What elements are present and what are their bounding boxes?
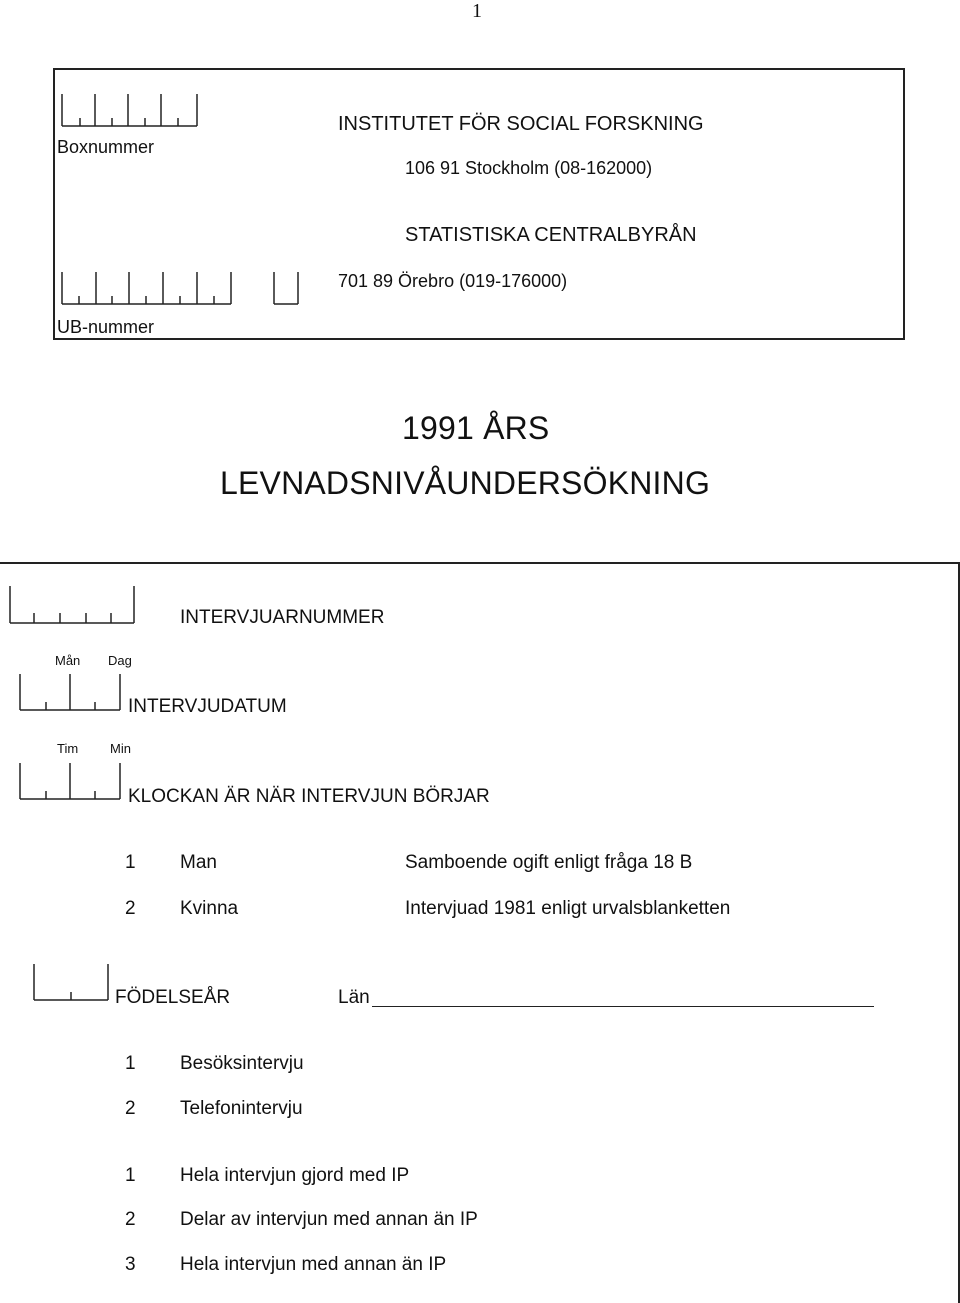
ub-nummer-label: UB-nummer (57, 317, 155, 337)
option-code: 1 (125, 852, 136, 873)
note-samboende[interactable]: Samboende ogift enligt fråga 18 B (405, 852, 693, 873)
county-label: Län (338, 987, 370, 1008)
option-code: 2 (125, 1209, 136, 1230)
option-delar-annan[interactable]: Delar av intervjun med annan än IP (180, 1209, 478, 1230)
page-number: 1 (472, 0, 482, 22)
survey-title-year: 1991 ÅRS (402, 410, 550, 446)
note-intervjuad-1981[interactable]: Intervjuad 1981 enligt urvalsblanketten (405, 898, 731, 919)
start-time-field[interactable] (18, 763, 128, 803)
option-besoksintervju[interactable]: Besöksintervju (180, 1053, 304, 1074)
interview-date-label: INTERVJUDATUM (128, 696, 287, 717)
month-sublabel: Mån (55, 653, 81, 668)
scb-name: STATISTISKA CENTRALBYRÅN (405, 224, 697, 246)
institute-address: 106 91 Stockholm (08-162000) (405, 158, 653, 178)
form-box (0, 562, 960, 1303)
option-hela-annan[interactable]: Hela intervjun med annan än IP (180, 1254, 447, 1275)
interviewer-number-label: INTERVJUARNUMMER (180, 607, 385, 628)
hour-sublabel: Tim (57, 741, 79, 756)
survey-title: LEVNADSNIVÅUNDERSÖKNING (220, 465, 711, 501)
option-hela-ip[interactable]: Hela intervjun gjord med IP (180, 1165, 410, 1186)
day-sublabel: Dag (108, 653, 132, 668)
birth-year-label: FÖDELSEÅR (115, 987, 231, 1008)
birth-year-field[interactable] (32, 964, 112, 1004)
option-code: 1 (125, 1165, 136, 1186)
institute-name: INSTITUTET FÖR SOCIAL FORSKNING (338, 113, 704, 135)
interviewer-number-field[interactable] (8, 586, 138, 626)
option-code: 2 (125, 898, 136, 919)
option-code: 2 (125, 1098, 136, 1119)
minute-sublabel: Min (110, 741, 131, 756)
ub-nummer-field[interactable] (60, 272, 310, 306)
county-input-line[interactable] (372, 1006, 874, 1007)
option-telefonintervju[interactable]: Telefonintervju (180, 1098, 303, 1119)
option-man[interactable]: Man (180, 852, 217, 873)
scb-address: 701 89 Örebro (019-176000) (338, 271, 568, 291)
boxnummer-field[interactable] (60, 94, 200, 128)
boxnummer-label: Boxnummer (57, 137, 155, 157)
option-kvinna[interactable]: Kvinna (180, 898, 239, 919)
option-code: 1 (125, 1053, 136, 1074)
interview-date-field[interactable] (18, 674, 128, 714)
option-code: 3 (125, 1254, 136, 1275)
start-time-label: KLOCKAN ÄR NÄR INTERVJUN BÖRJAR (128, 786, 490, 807)
